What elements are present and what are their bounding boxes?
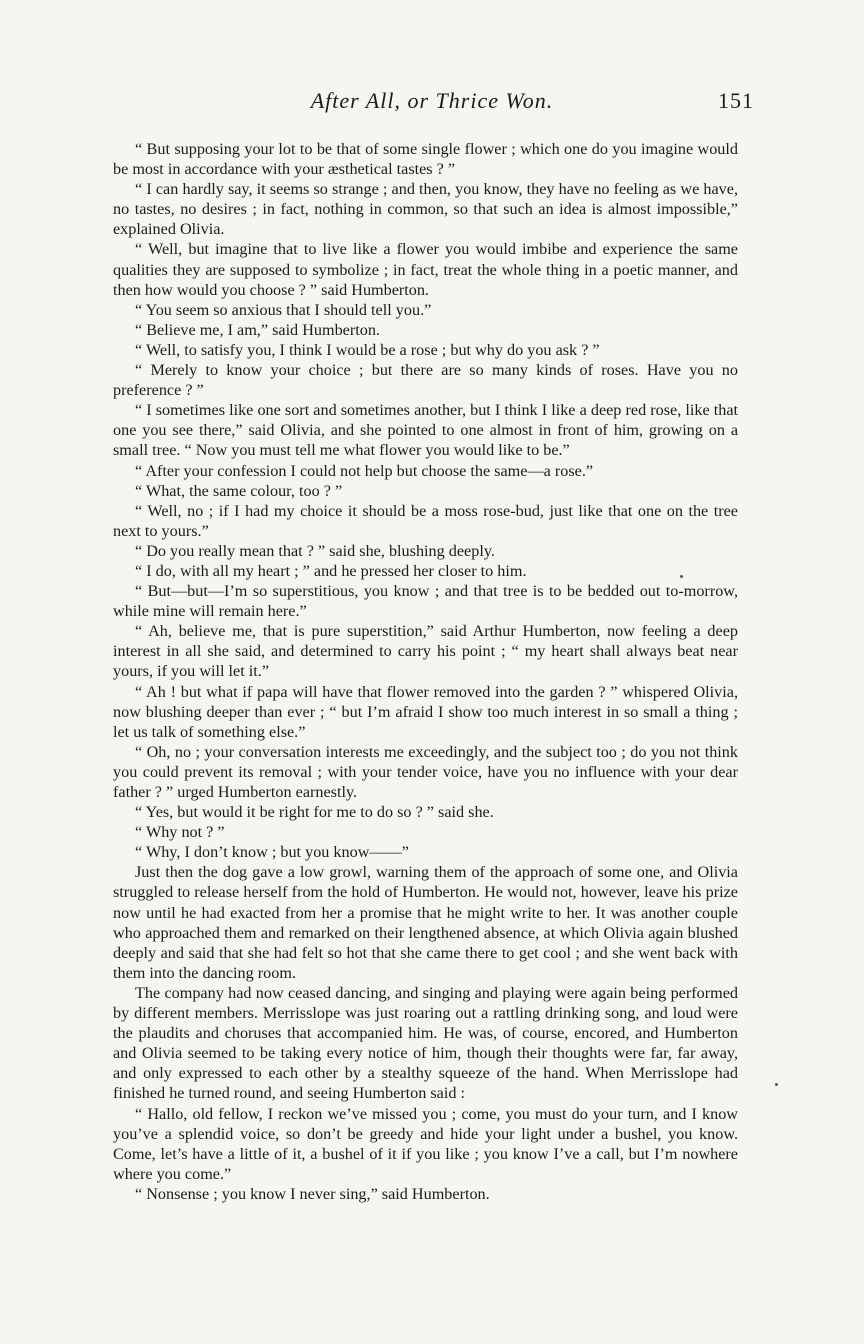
ink-speck <box>775 1083 778 1086</box>
paragraph: “ Nonsense ; you know I never sing,” said Humberton. <box>135 1184 490 1203</box>
running-head <box>110 88 754 122</box>
paragraph: “ I do, with all my heart ; ” and he pressed her closer to him. <box>135 561 527 580</box>
paragraph: “ Why not ? ” <box>135 823 225 842</box>
paragraph: “ But supposing your lot to be that of some single flower ; which one do you imagine would be most in accordance with your æsthetical tastes ? ” <box>113 140 738 179</box>
paragraph: “ Well, to satisfy you, I think I would be a rose ; but why do you ask ? ” <box>135 340 600 359</box>
paragraph: “ After your confession I could not help but choose the same—a rose.” <box>135 461 594 480</box>
paragraph: “ Ah, believe me, that is pure superstition,” said Arthur Humberton, now feeling a deep interest in all she said, and determined to carry his point ; “ my heart shall always beat near yours, if you will let it.” <box>113 622 738 681</box>
paragraph: “ Yes, but would it be right for me to do so ? ” said she. <box>135 803 494 822</box>
page-number: 151 <box>718 88 754 113</box>
running-title: After All, or Thrice Won. <box>310 88 554 113</box>
paragraph: “ I can hardly say, it seems so strange ; and then, you know, they have no feeling as we have, no tastes, no desires ; in fact, nothing in common, so that such an idea is almost impossible,” explained Olivia. <box>113 180 738 239</box>
paragraph: “ I sometimes like one sort and sometimes another, but I think I like a deep red rose, like that one you see there,” said Olivia, and she pointed to one almost in front of him, growing on a small tree. “ Now you must tell me what flower you would like to be.” <box>113 401 738 460</box>
paragraph: “ Merely to know your choice ; but there are so many kinds of roses. Have you no preference ? ” <box>113 361 738 400</box>
paragraph: “ Well, no ; if I had my choice it should be a moss rose-bud, just like that one on the tree next to yours.” <box>113 501 738 540</box>
ink-speck <box>680 575 683 578</box>
paragraph: “ Why, I don’t know ; but you know——” <box>135 843 409 862</box>
body-text <box>113 139 738 1204</box>
paragraph: “ Oh, no ; your conversation interests me exceedingly, and the subject too ; do you not think you could prevent its removal ; with your tender voice, have you no influence with your dear father ? ” urged Humberton earnestly. <box>113 742 738 801</box>
paragraph: “ You seem so anxious that I should tell you.” <box>135 300 432 319</box>
paragraph: “ But—but—I’m so superstitious, you know ; and that tree is to be bedded out to-morrow, while mine will remain here.” <box>113 582 738 621</box>
paragraph: “ Well, but imagine that to live like a flower you would imbibe and experience the same qualities they are supposed to symbolize ; in fact, treat the whole thing in a poetic manner, and then how would you choose ? ” said Humberton. <box>113 240 738 299</box>
paragraph: The company had now ceased dancing, and singing and playing were again being performed by different members. Merrisslope was just roaring out a rattling drinking song, and loud were the plaudits and choruses that accompanied him. He was, of course, encored, and Humberton and Olivia seemed to be taking every notice of him, though their thoughts were far, far away, and only expressed to each other by a stealthy squeeze of the hand. When Merrisslope had finished he turned round, and seeing Humberton said : <box>113 983 738 1103</box>
paragraph: “ Do you really mean that ? ” said she, blushing deeply. <box>135 541 495 560</box>
paragraph: “ Hallo, old fellow, I reckon we’ve missed you ; come, you must do your turn, and I know you’ve a splendid voice, so don’t be greedy and hide your light under a bushel, you know. Come, let’s have a little of it, a bushel of it if you like ; you know I’ve a call, but I’m nowhere where you come.” <box>113 1104 738 1183</box>
paragraph: “ Believe me, I am,” said Humberton. <box>135 320 380 339</box>
paragraph: Just then the dog gave a low growl, warning them of the approach of some one, and Olivia struggled to release herself from the hold of Humberton. He would not, however, leave his prize now until he had exacted from her a promise that he might write to her. It was another couple who approached them and remarked on their lengthened absence, at which Olivia again blushed deeply and said that she had felt so hot that she came there to get cool ; and she went back with them into the dancing room. <box>113 863 738 982</box>
paragraph: “ Ah ! but what if papa will have that flower removed into the garden ? ” whispered Olivia, now blushing deeper than ever ; “ but I’m afraid I show too much interest in so small a thing ; let us talk of something else.” <box>113 682 738 741</box>
paragraph: “ What, the same colour, too ? ” <box>135 481 343 500</box>
